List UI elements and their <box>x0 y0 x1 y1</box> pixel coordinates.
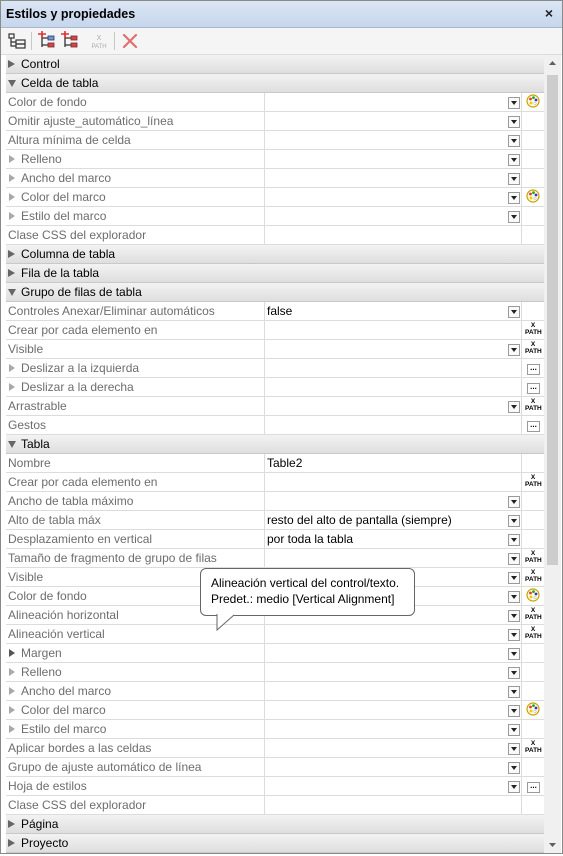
category-label: Control <box>21 57 60 71</box>
property-button-cell <box>522 359 544 377</box>
property-name-cell <box>6 720 265 738</box>
property-name: Color de fondo <box>8 95 87 109</box>
property-button-cell <box>522 568 544 586</box>
property-row-tamano-de-fragmento-de-grupo-de-filas[interactable] <box>6 549 544 568</box>
dropdown-arrow-icon[interactable] <box>508 724 520 736</box>
property-row-ancho-del-marco[interactable] <box>6 169 544 188</box>
property-name-cell <box>6 302 265 320</box>
ellipsis-icon[interactable]: ... <box>527 364 540 375</box>
property-name: Grupo de ajuste automático de línea <box>8 760 202 774</box>
property-button-cell <box>522 625 544 643</box>
property-row-relleno[interactable] <box>6 150 544 169</box>
property-value-cell[interactable] <box>265 492 522 510</box>
property-row-color-de-fondo[interactable] <box>6 93 544 112</box>
property-button-cell <box>522 777 544 795</box>
property-row-clase-css-del-explorador[interactable] <box>6 796 544 815</box>
property-name-cell <box>6 549 265 567</box>
property-value-cell[interactable] <box>265 682 522 700</box>
property-name: Hoja de estilos <box>8 779 87 793</box>
xpath-icon-bottom: PATH <box>525 576 542 583</box>
add-property-icon[interactable] <box>60 31 80 51</box>
property-button-cell <box>522 473 544 491</box>
property-row-crear-por-cada-elemento-en[interactable] <box>6 321 544 340</box>
xpath-icon-top: X <box>530 740 536 747</box>
property-value-cell[interactable] <box>265 758 522 776</box>
dropdown-arrow-icon[interactable] <box>508 762 520 774</box>
property-button-cell <box>522 530 544 548</box>
expand-arrow-icon[interactable] <box>9 383 15 391</box>
dropdown-arrow-icon[interactable] <box>508 781 520 793</box>
property-name-cell <box>6 93 265 111</box>
dropdown-arrow-icon[interactable] <box>508 534 520 546</box>
property-value-cell[interactable] <box>265 378 522 396</box>
xpath-icon-bottom: PATH <box>525 405 542 412</box>
dropdown-arrow-icon[interactable] <box>508 496 520 508</box>
property-name: Alto de tabla máx <box>8 513 101 527</box>
dropdown-arrow-icon[interactable] <box>508 553 520 565</box>
dropdown-arrow-icon[interactable] <box>508 629 520 641</box>
category-label: Proyecto <box>21 836 69 850</box>
property-row-omitir-ajuste-automatico-linea[interactable] <box>6 112 544 131</box>
expand-arrow-icon[interactable] <box>9 725 15 733</box>
xpath-icon-top: X <box>530 322 536 329</box>
property-button-cell <box>522 739 544 757</box>
dropdown-arrow-icon[interactable] <box>508 591 520 603</box>
toolbar-separator <box>114 32 115 50</box>
property-value-cell[interactable] <box>265 739 522 757</box>
category-pagina[interactable] <box>6 815 544 834</box>
property-value-cell[interactable] <box>265 93 522 111</box>
property-value-cell[interactable] <box>265 720 522 738</box>
property-value-cell[interactable] <box>265 644 522 662</box>
collapsed-arrow-icon[interactable] <box>8 839 15 847</box>
xpath-icon-top: X <box>530 474 536 481</box>
property-button-cell <box>522 188 544 206</box>
property-value-cell[interactable] <box>265 359 522 377</box>
xpath-icon-top: X <box>530 607 536 614</box>
expand-arrow-icon[interactable] <box>9 364 15 372</box>
property-name-cell <box>6 378 265 396</box>
property-name: Clase CSS del explorador <box>8 228 147 242</box>
property-name: Estilo del marco <box>21 722 107 736</box>
property-button-cell <box>522 587 544 605</box>
property-button-cell <box>522 302 544 320</box>
dropdown-arrow-icon[interactable] <box>508 116 520 128</box>
category-columna-de-tabla[interactable] <box>6 245 544 264</box>
delete-icon[interactable] <box>120 31 140 51</box>
property-name-cell <box>6 454 265 472</box>
property-name: Nombre <box>8 456 51 470</box>
property-name-cell <box>6 131 265 149</box>
expand-arrow-icon[interactable] <box>9 155 15 163</box>
toolbar <box>1 28 562 55</box>
property-value-cell[interactable] <box>265 701 522 719</box>
expanded-arrow-icon[interactable] <box>8 80 16 87</box>
close-icon[interactable]: × <box>544 5 554 21</box>
property-name: Desplazamiento en vertical <box>8 532 153 546</box>
property-value-cell[interactable] <box>265 169 522 187</box>
property-name: Relleno <box>21 152 62 166</box>
color-palette-icon[interactable] <box>526 189 540 203</box>
property-name-cell <box>6 473 265 491</box>
property-row-estilo-del-marco[interactable] <box>6 720 544 739</box>
property-button-cell <box>522 378 544 396</box>
property-row-alto-de-tabla-max[interactable] <box>6 511 544 530</box>
collapsed-arrow-icon[interactable] <box>8 60 15 68</box>
ellipsis-icon[interactable]: ... <box>527 782 540 793</box>
property-name-cell <box>6 397 265 415</box>
xpath-icon[interactable] <box>525 341 541 357</box>
property-value-cell[interactable] <box>265 302 522 320</box>
expand-arrow-icon[interactable] <box>9 706 15 714</box>
property-value-cell[interactable] <box>265 796 522 814</box>
category-control[interactable] <box>6 55 544 74</box>
property-name-cell <box>6 492 265 510</box>
property-button-cell <box>522 606 544 624</box>
property-name: Estilo del marco <box>21 209 107 223</box>
expand-arrow-icon[interactable] <box>9 212 15 220</box>
property-row-desplazamiento-en-vertical[interactable] <box>6 530 544 549</box>
color-palette-icon[interactable] <box>526 702 540 716</box>
category-grupo-de-filas-de-tabla[interactable] <box>6 283 544 302</box>
property-name-cell <box>6 701 265 719</box>
scroll-up-icon[interactable] <box>544 55 561 72</box>
property-row-crear-por-cada-elemento-en[interactable] <box>6 473 544 492</box>
property-name-cell <box>6 758 265 776</box>
property-name: Deslizar a la izquierda <box>21 361 140 375</box>
property-name-cell <box>6 739 265 757</box>
property-name-cell <box>6 226 265 244</box>
xpath-icon-top: X <box>530 398 536 405</box>
color-palette-icon[interactable] <box>526 588 540 602</box>
property-button-cell <box>522 416 544 434</box>
xpath-icon[interactable] <box>525 398 541 414</box>
property-row-gestos[interactable] <box>6 416 544 435</box>
category-label: Columna de tabla <box>21 247 116 261</box>
svg-text:X: X <box>96 35 102 42</box>
property-value-cell[interactable] <box>265 663 522 681</box>
expand-arrow-icon[interactable] <box>9 174 15 182</box>
xpath-icon[interactable] <box>525 474 541 490</box>
property-row-margen[interactable] <box>6 644 544 663</box>
property-value-cell[interactable] <box>265 397 522 415</box>
property-button-cell <box>522 93 544 111</box>
property-name-cell <box>6 416 265 434</box>
expand-arrow-icon[interactable] <box>9 668 15 676</box>
property-value-cell[interactable] <box>265 150 522 168</box>
collapsed-arrow-icon[interactable] <box>8 250 15 258</box>
ellipsis-icon[interactable]: ... <box>527 421 540 432</box>
property-value: false <box>267 304 293 318</box>
category-label: Fila de la tabla <box>21 266 100 280</box>
property-name: Ancho del marco <box>21 171 112 185</box>
property-name: Controles Anexar/Eliminar automáticos <box>8 304 215 318</box>
xpath-icon-bottom: PATH <box>525 348 542 355</box>
scroll-down-icon[interactable] <box>544 836 561 853</box>
category-label: Grupo de filas de tabla <box>21 285 142 299</box>
dropdown-arrow-icon[interactable] <box>508 97 520 109</box>
category-tabla[interactable] <box>6 435 544 454</box>
xpath-icon[interactable] <box>525 607 541 623</box>
property-button-cell <box>522 701 544 719</box>
property-button-cell <box>522 549 544 567</box>
collapsed-arrow-icon[interactable] <box>8 820 15 828</box>
property-row-controles-anexar-eliminar-automaticos[interactable] <box>6 302 544 321</box>
xpath-icon-top: X <box>530 550 536 557</box>
property-row-deslizar-a-la-izquierda[interactable] <box>6 359 544 378</box>
scrollbar-thumb[interactable] <box>547 75 558 565</box>
property-row-grupo-de-ajuste-automatico-de-linea[interactable] <box>6 758 544 777</box>
dropdown-arrow-icon[interactable] <box>508 705 520 717</box>
color-palette-icon[interactable] <box>526 94 540 108</box>
property-name: Alineación horizontal <box>8 608 119 622</box>
property-name: Arrastrable <box>8 399 67 413</box>
dropdown-arrow-icon[interactable] <box>508 154 520 166</box>
property-button-cell <box>522 682 544 700</box>
dropdown-arrow-icon[interactable] <box>508 648 520 660</box>
ellipsis-icon[interactable]: ... <box>527 383 540 394</box>
property-name: Color del marco <box>21 703 106 717</box>
property-button-cell <box>522 796 544 814</box>
property-name: Gestos <box>8 418 47 432</box>
property-name: Deslizar a la derecha <box>21 380 134 394</box>
property-value-cell[interactable] <box>265 625 522 643</box>
xpath-disabled-icon[interactable] <box>89 31 109 51</box>
property-name-cell <box>6 359 265 377</box>
xpath-icon-bottom: PATH <box>525 614 542 621</box>
expanded-arrow-icon[interactable] <box>8 289 16 296</box>
collapsed-arrow-icon[interactable] <box>8 269 15 277</box>
property-row-color-del-marco[interactable] <box>6 701 544 720</box>
property-name-cell <box>6 644 265 662</box>
window-title: Estilos y propiedades <box>6 7 136 21</box>
property-row-altura-minima-de-celda[interactable] <box>6 131 544 150</box>
property-name-cell <box>6 340 265 358</box>
expand-arrow-icon[interactable] <box>9 687 15 695</box>
property-row-estilo-del-marco[interactable] <box>6 207 544 226</box>
property-button-cell <box>522 492 544 510</box>
property-value-cell[interactable] <box>265 549 522 567</box>
category-label: Página <box>21 817 59 831</box>
property-name: Clase CSS del explorador <box>8 798 147 812</box>
property-value-cell[interactable] <box>265 340 522 358</box>
property-value-cell[interactable] <box>265 530 522 548</box>
dropdown-arrow-icon[interactable] <box>508 344 520 356</box>
property-name-cell <box>6 207 265 225</box>
property-name: Alineación vertical <box>8 627 105 641</box>
property-button-cell <box>522 511 544 529</box>
property-value-cell[interactable] <box>265 777 522 795</box>
property-value-cell[interactable] <box>265 511 522 529</box>
property-name-cell <box>6 682 265 700</box>
dropdown-arrow-icon[interactable] <box>508 211 520 223</box>
property-name: Ancho de tabla máximo <box>8 494 134 508</box>
property-name: Crear por cada elemento en <box>8 475 158 489</box>
xpath-icon-bottom: PATH <box>525 633 542 640</box>
property-row-clase-css-del-explorador[interactable] <box>6 226 544 245</box>
property-name-cell <box>6 777 265 795</box>
property-name-cell <box>6 188 265 206</box>
property-name: Color de fondo <box>8 589 87 603</box>
property-row-visible[interactable] <box>6 340 544 359</box>
property-name: Ancho del marco <box>21 684 112 698</box>
category-label: Celda de tabla <box>21 76 99 90</box>
toolbar-separator <box>31 32 32 50</box>
property-value: Table2 <box>267 456 303 470</box>
property-button-cell <box>522 112 544 130</box>
property-button-cell <box>522 131 544 149</box>
property-value-cell[interactable] <box>265 416 522 434</box>
property-value: por toda la tabla <box>267 532 354 546</box>
property-row-hoja-de-estilos[interactable] <box>6 777 544 796</box>
xpath-icon-top: X <box>530 341 536 348</box>
property-button-cell <box>522 340 544 358</box>
dropdown-arrow-icon[interactable] <box>508 192 520 204</box>
property-value: resto del alto de pantalla (siempre) <box>267 513 452 527</box>
xpath-icon[interactable] <box>525 626 541 642</box>
tooltip-line-2: Predet.: medio [Vertical Alignment] <box>211 592 395 606</box>
property-row-color-del-marco[interactable] <box>6 188 544 207</box>
expanded-arrow-icon[interactable] <box>8 441 16 448</box>
dropdown-arrow-icon[interactable] <box>508 401 520 413</box>
xpath-icon[interactable] <box>525 569 541 585</box>
property-value-cell[interactable] <box>265 226 522 244</box>
property-button-cell <box>522 226 544 244</box>
xpath-icon[interactable] <box>525 322 541 338</box>
property-button-cell <box>522 454 544 472</box>
property-value-cell[interactable] <box>265 112 522 130</box>
category-proyecto[interactable] <box>6 834 544 853</box>
property-value-cell[interactable] <box>265 454 522 472</box>
dropdown-arrow-icon[interactable] <box>508 515 520 527</box>
property-button-cell <box>522 720 544 738</box>
tooltip <box>200 568 415 616</box>
tooltip-tail <box>216 614 238 634</box>
xpath-icon-top: X <box>530 626 536 633</box>
vertical-scrollbar[interactable] <box>544 55 561 853</box>
property-name-cell <box>6 530 265 548</box>
property-row-ancho-de-tabla-maximo[interactable] <box>6 492 544 511</box>
property-value-cell[interactable] <box>265 188 522 206</box>
property-button-cell <box>522 758 544 776</box>
title-bar <box>1 1 562 28</box>
property-name: Altura mínima de celda <box>8 133 131 147</box>
property-value-cell[interactable] <box>265 321 522 339</box>
property-row-arrastrable[interactable] <box>6 397 544 416</box>
property-row-nombre[interactable] <box>6 454 544 473</box>
property-button-cell <box>522 644 544 662</box>
property-button-cell <box>522 207 544 225</box>
property-button-cell <box>522 663 544 681</box>
xpath-icon-bottom: PATH <box>525 557 542 564</box>
property-name: Aplicar bordes a las celdas <box>8 741 152 755</box>
property-button-cell <box>522 397 544 415</box>
dropdown-arrow-icon[interactable] <box>508 135 520 147</box>
property-button-cell <box>522 169 544 187</box>
xpath-icon-bottom: PATH <box>525 329 542 336</box>
property-value-cell[interactable] <box>265 207 522 225</box>
xpath-icon[interactable] <box>525 550 541 566</box>
dropdown-arrow-icon[interactable] <box>508 610 520 622</box>
category-label: Tabla <box>21 437 50 451</box>
svg-text:PATH: PATH <box>91 44 107 50</box>
category-fila-de-la-tabla[interactable] <box>6 264 544 283</box>
expand-arrow-icon[interactable] <box>9 193 15 201</box>
property-button-cell <box>522 321 544 339</box>
property-row-alineacion-vertical[interactable] <box>6 625 544 644</box>
property-value-cell[interactable] <box>265 473 522 491</box>
dropdown-arrow-icon[interactable] <box>508 667 520 679</box>
category-celda-de-tabla[interactable] <box>6 74 544 93</box>
dropdown-arrow-icon[interactable] <box>508 306 520 318</box>
property-row-relleno[interactable] <box>6 663 544 682</box>
xpath-icon-bottom: PATH <box>525 747 542 754</box>
properties-grid <box>6 55 544 853</box>
property-button-cell <box>522 150 544 168</box>
dropdown-arrow-icon[interactable] <box>508 572 520 584</box>
property-name: Crear por cada elemento en <box>8 323 158 337</box>
property-name: Color del marco <box>21 190 106 204</box>
dropdown-arrow-icon[interactable] <box>508 743 520 755</box>
property-row-ancho-del-marco[interactable] <box>6 682 544 701</box>
property-name: Relleno <box>21 665 62 679</box>
xpath-icon[interactable] <box>525 740 541 756</box>
property-name: Omitir ajuste_automático_línea <box>8 114 174 128</box>
dropdown-arrow-icon[interactable] <box>508 686 520 698</box>
property-name-cell <box>6 112 265 130</box>
expand-arrow-icon[interactable] <box>9 649 15 657</box>
xpath-icon-top: X <box>530 569 536 576</box>
dropdown-arrow-icon[interactable] <box>508 173 520 185</box>
property-name-cell <box>6 169 265 187</box>
property-name-cell <box>6 796 265 814</box>
property-name: Margen <box>21 646 62 660</box>
property-name-cell <box>6 511 265 529</box>
property-name-cell <box>6 321 265 339</box>
tree-view-icon[interactable] <box>7 31 27 51</box>
property-name-cell <box>6 663 265 681</box>
xpath-icon-bottom: PATH <box>525 481 542 488</box>
property-value-cell[interactable] <box>265 131 522 149</box>
property-name-cell <box>6 150 265 168</box>
property-name: Visible <box>8 342 44 356</box>
tooltip-line-1: Alineación vertical del control/texto. <box>211 576 400 590</box>
property-name: Tamaño de fragmento de grupo de filas <box>8 551 217 565</box>
property-name: Visible <box>8 570 44 584</box>
property-row-deslizar-a-la-derecha[interactable] <box>6 378 544 397</box>
property-row-aplicar-bordes-a-las-celdas[interactable] <box>6 739 544 758</box>
add-style-icon[interactable] <box>37 31 57 51</box>
